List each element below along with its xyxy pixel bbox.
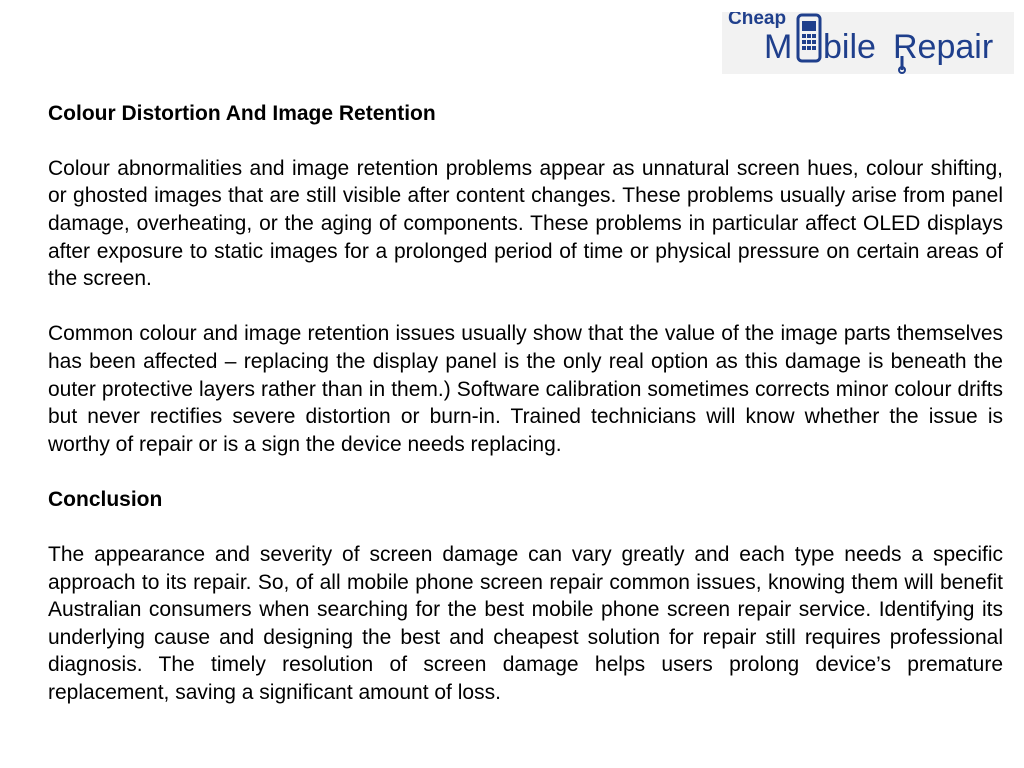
logo-text-bile: bile xyxy=(823,28,876,66)
brand-logo xyxy=(722,12,1014,74)
paragraph-conclusion: The appearance and severity of screen damage can vary greatly and each type needs a specific approach to its repair. So, of all mobile phone screen repair common issues, knowing them will benefit Australian consumers when searching for the best mobile phone screen repair service. Identifying its underlying cause and designing the best and cheapest solution for repair still requires professional diagnosis. The timely resolution of screen damage helps users prolong device’s premature replacement, saving a significant amount of loss. xyxy=(48,543,1003,705)
logo-text-m: M xyxy=(764,28,793,66)
phone-icon xyxy=(798,15,820,61)
logo-text-cheap: Cheap xyxy=(728,12,787,29)
paragraph-colour-abnormalities: Colour abnormalities and image retention problems appear as unnatural screen hues, colour shifting, or ghosted images that are still visible after content changes. These problems usually arise from panel damage, overheating, or the aging of components. These problems in particular affect OLED displays after exposure to static images for a prolonged period of time or physical pressure on certain areas of the screen. xyxy=(48,156,1003,291)
section-heading-conclusion: Conclusion xyxy=(48,487,163,511)
section-heading-colour-distortion: Colour Distortion And Image Retention xyxy=(48,101,436,125)
logo-text-repair: Repair xyxy=(893,28,994,66)
document-body xyxy=(48,72,1003,707)
paragraph-common-colour-issues: Common colour and image retention issues usually show that the value of the image parts themselves has been affected – replacing the display panel is the only real option as this damage is beneath the outer protective layers rather than in them.) Software calibration sometimes corrects minor colour drifts but never rectifies severe distortion or burn-in. Trained technicians will know whether the issue is worthy of repair or is a sign the device needs replacing. xyxy=(48,322,1003,456)
logo-graphic xyxy=(722,12,1014,74)
